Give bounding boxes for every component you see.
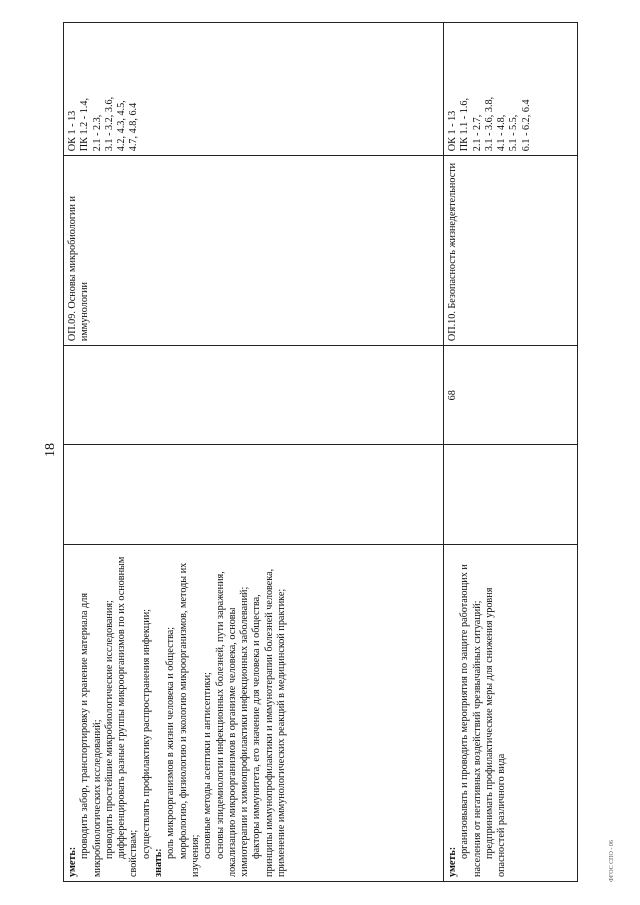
competency-line: ОК 1 - 13 [67, 110, 78, 152]
discipline-cell: ОП.09. Основы микробиологии и иммунологии [64, 156, 444, 346]
competencies-cell [444, 23, 578, 156]
competency-line: 2.1 - 2.3, [91, 114, 103, 152]
knowledge-item: роль микроорганизмов в жизни человека и общества; [165, 626, 177, 859]
knowledge-item: факторы иммунитета, его значение для человека и общества, принципы иммунопрофилактики и иммунотерапии болезней человека, применение иммунологических реакций в медицинской практике; [251, 568, 288, 877]
competency-line: 2.1 - 2.7, [471, 114, 483, 152]
competency-line: 4.1 - 4.8, [496, 114, 508, 152]
empty-cell [64, 445, 444, 544]
competency-line: 4.7, 4.8, 6.4 [128, 102, 140, 152]
skill-item: дифференцировать разные группы микроорганизмов по их основным свойствам; [116, 556, 140, 877]
competency-line: ПК 1.1 - 1.6, [459, 98, 471, 152]
umet-label: уметь: [447, 846, 458, 877]
skill-item: предпринимать профилактические меры для снижения уровня опасностей различного вида [483, 587, 508, 877]
footer-code: ФГОС СПО - 06 [608, 840, 615, 882]
skill-item: организовывать и проводить мероприятия по защите работающих и населения от негативных воздействий чрезвычайных ситуаций; [459, 564, 483, 877]
knowledge-item: основы эпидемиологии инфекционных болезней, пути заражения, локализацию микроорганизмов в организме человека, основы химиотерапии и химиопрофилактики инфекционных заболеваний; [214, 571, 251, 877]
page-number: 18 [43, 443, 58, 457]
table-row [64, 23, 444, 882]
discipline-cell: ОП.10. Безопасность жизнедеятельности [444, 156, 578, 346]
competency-line: 3.1 - 3.2, 3.6, [103, 96, 115, 152]
skill-item: проводить простейшие микробиологические исследования; [103, 600, 115, 859]
skill-item: проводить забор, транспортировку и хранение материала для микробиологических исследований; [79, 592, 103, 877]
competency-line: ПК 1.2 - 1.4, [79, 98, 91, 152]
hours-cell: 68 [444, 346, 578, 445]
competency-line: 5.1 - 5.5, [508, 114, 520, 152]
curriculum-table [63, 22, 578, 882]
knowledge-item: морфологию, физиологию и экологию микроорганизмов, методы их изучения; [177, 562, 201, 877]
competency-line: 3.1 - 3.6, 3.8, [483, 96, 495, 152]
rotated-table-wrapper [63, 22, 578, 882]
table-row [444, 23, 578, 882]
skills-knowledge-cell [64, 544, 444, 881]
umet-label: уметь: [67, 846, 78, 877]
competency-line: ОК 1 - 13 [447, 110, 458, 152]
knowledge-item: основные методы асептики и антисептики; [202, 672, 214, 859]
znat-label: знать: [153, 848, 165, 877]
competencies-cell [64, 23, 444, 156]
hours-cell [64, 346, 444, 445]
competency-line: 4.2, 4.3, 4.5, [116, 100, 128, 152]
empty-cell [444, 445, 578, 544]
skill-item: осуществлять профилактику распространения инфекции; [140, 609, 152, 859]
competency-line: 6.1 - 6.2, 6.4 [520, 99, 532, 152]
skills-knowledge-cell [444, 544, 578, 881]
